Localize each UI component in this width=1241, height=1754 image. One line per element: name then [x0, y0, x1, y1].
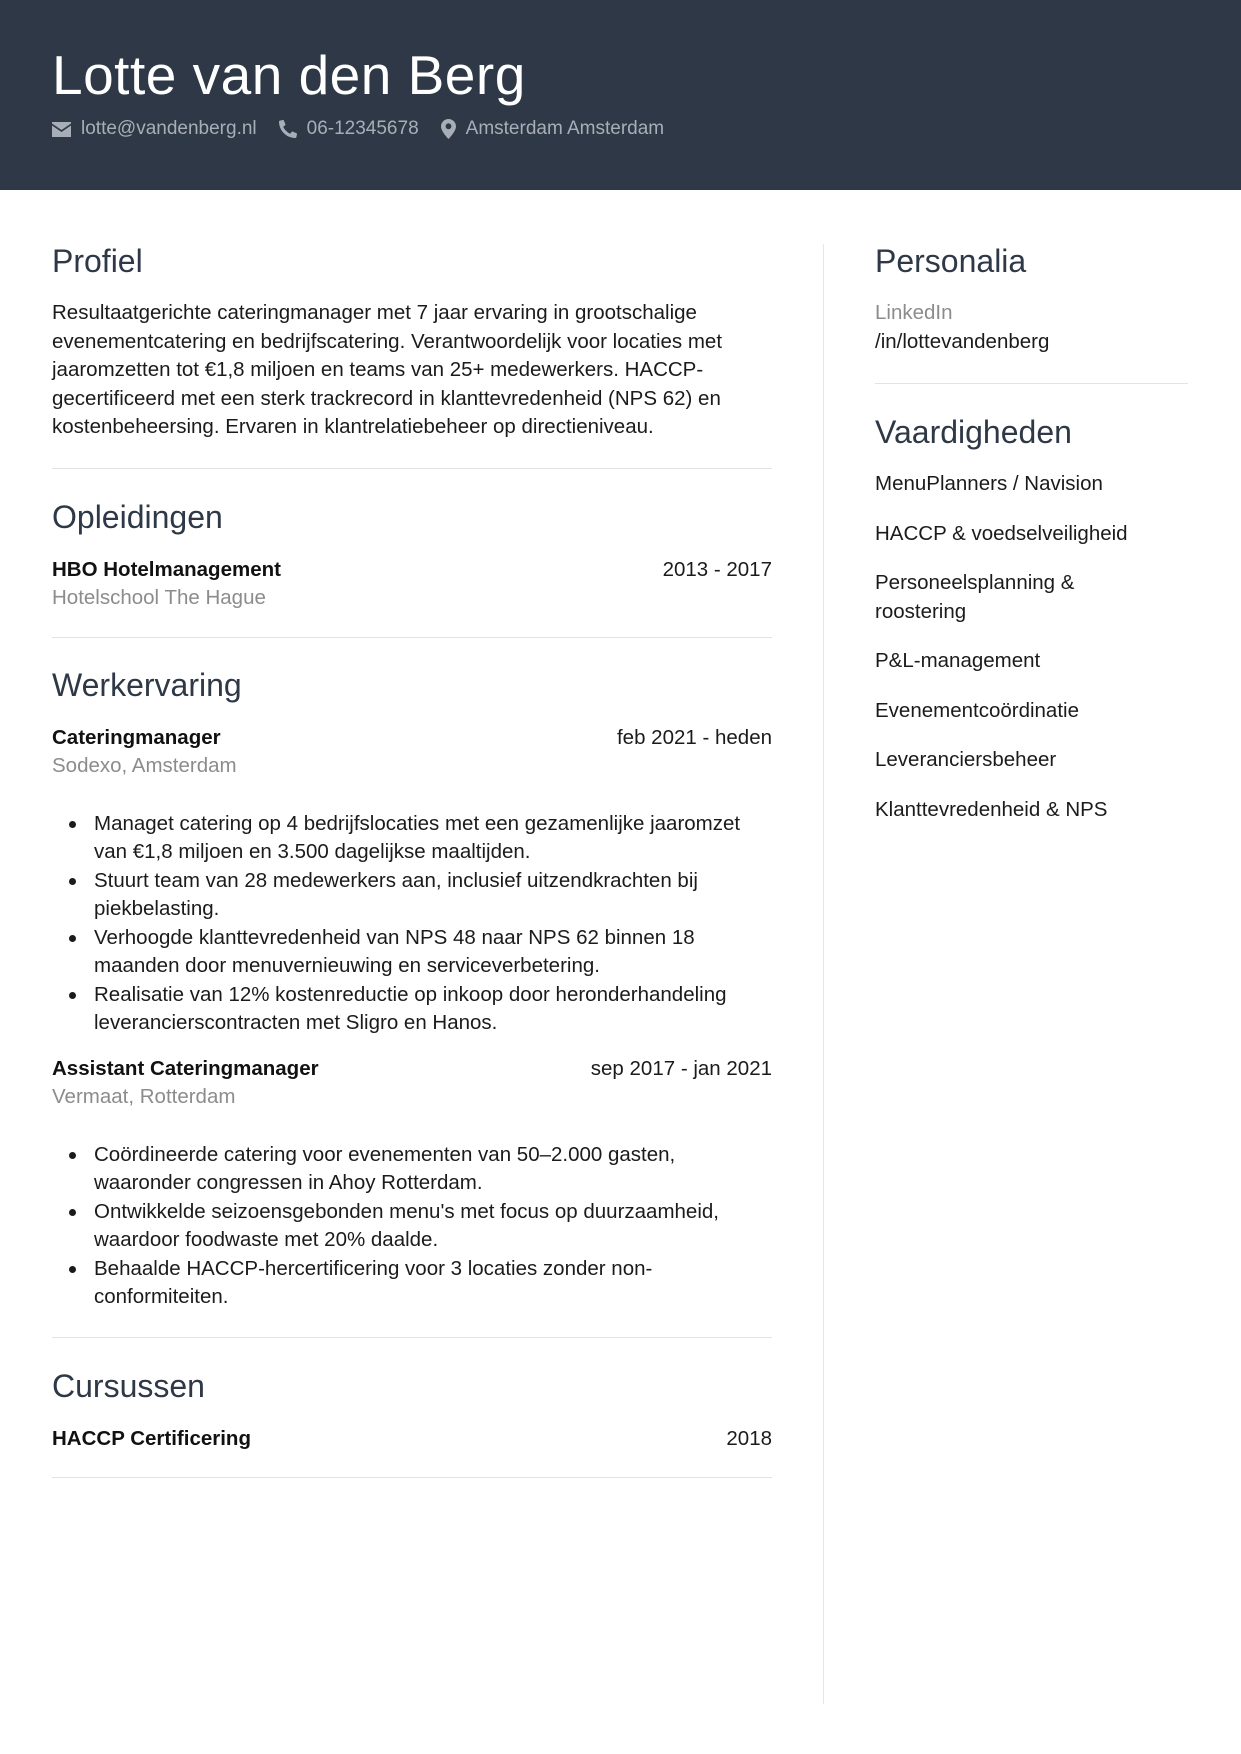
- contact-phone[interactable]: [279, 118, 419, 140]
- section-divider: [875, 383, 1188, 384]
- skill-item: MenuPlanners / Navision: [875, 472, 1103, 495]
- list-item: Behaalde HACCP-hercertificering voor 3 locaties zonder non-conformiteiten.: [52, 1255, 772, 1312]
- education-degree: HBO Hotelmanagement: [52, 557, 281, 581]
- profile-title: Profiel: [52, 243, 143, 279]
- list-item: Stuurt team van 28 medewerkers aan, inclusief uitzendkrachten bij piekbelasting.: [52, 867, 772, 924]
- resume-header: [0, 0, 1241, 190]
- courses-section: [52, 1365, 772, 1453]
- personal-section: [875, 240, 1188, 356]
- envelope-icon: [52, 122, 71, 137]
- column-divider: [823, 244, 824, 1704]
- section-divider: [52, 1477, 772, 1478]
- candidate-name: Lotte van den Berg: [52, 44, 526, 106]
- education-entry: [52, 556, 772, 612]
- contact-email[interactable]: [52, 118, 257, 140]
- personal-title: Personalia: [875, 243, 1027, 279]
- contact-location: [441, 118, 665, 140]
- experience-title: Werkervaring: [52, 666, 242, 703]
- job-role: Cateringmanager: [52, 725, 221, 749]
- skill-item: Evenementcoördinatie: [875, 698, 1079, 722]
- list-item: Coördineerde catering voor evenementen van 50–2.000 gasten, waaronder congressen in Ahoy Rotterdam.: [52, 1141, 772, 1198]
- skill-item: HACCP & voedselveiligheid: [875, 521, 1128, 545]
- job-company: Sodexo, Amsterdam: [52, 753, 237, 777]
- course-name: HACCP Certificering: [52, 1426, 251, 1450]
- experience-entry: [52, 1055, 772, 1312]
- map-pin-icon: [441, 119, 456, 139]
- job-role: Assistant Cateringmanager: [52, 1056, 319, 1080]
- skill-item: Leveranciersbeheer: [875, 748, 1057, 771]
- education-school: Hotelschool The Hague: [52, 585, 266, 609]
- list-item: Realisatie van 12% kostenreductie op inkoop door heronderhandeling leverancierscontracten met Sligro en Hanos.: [52, 981, 772, 1038]
- sidebar-column: [875, 240, 1188, 845]
- job-company: Vermaat, Rotterdam: [52, 1084, 236, 1108]
- profile-section: [52, 240, 772, 442]
- section-divider: [52, 1337, 772, 1338]
- courses-title: Cursussen: [52, 1367, 205, 1404]
- experience-entry: [52, 724, 772, 1038]
- list-item: Verhoogde klanttevredenheid van NPS 48 naar NPS 62 binnen 18 maanden door menuvernieuwing en serviceverbetering.: [52, 924, 772, 981]
- skill-item: P&L-management: [875, 649, 1041, 672]
- skills-title: Vaardigheden: [875, 414, 1072, 450]
- skills-section: [875, 411, 1188, 824]
- skill-item: Personeelsplanning & roostering: [875, 571, 1075, 623]
- education-section: [52, 496, 772, 612]
- course-year: 2018: [726, 1426, 772, 1450]
- profile-text: Resultaatgerichte cateringmanager met 7 jaar ervaring in grootschalige evenementcatering en bedrijfscatering. Verantwoordelijk voor locaties met jaaromzetten tot €1,8 miljoen en teams van 25+ medewerkers. HACCP-gecertificeerd met een sterk trackrecord in klanttevredenheid (NPS 62) en kostenbeheersing. Ervaren in klantrelatiebeheer op directieniveau.: [52, 301, 723, 438]
- linkedin-label: LinkedIn: [875, 301, 953, 324]
- contact-row: [52, 118, 686, 140]
- email-text: lotte@vandenberg.nl: [81, 118, 257, 139]
- phone-text: 06-12345678: [306, 118, 419, 139]
- location-text: Amsterdam Amsterdam: [465, 118, 665, 139]
- section-divider: [52, 637, 772, 638]
- skill-item: Klanttevredenheid & NPS: [875, 797, 1108, 821]
- job-bullets: [52, 810, 772, 1038]
- education-dates: 2013 - 2017: [662, 557, 772, 581]
- phone-icon: [279, 120, 297, 138]
- education-title: Opleidingen: [52, 498, 223, 535]
- job-dates: sep 2017 - jan 2021: [590, 1056, 772, 1080]
- list-item: Ontwikkelde seizoensgebonden menu's met focus op duurzaamheid, waardoor foodwaste met 20% daalde.: [52, 1198, 772, 1255]
- job-bullets: [52, 1141, 772, 1312]
- course-entry: [52, 1425, 772, 1453]
- skills-list: [875, 470, 1188, 824]
- section-divider: [52, 468, 772, 469]
- experience-section: [52, 664, 772, 1312]
- main-column: [52, 240, 772, 1478]
- job-dates: feb 2021 - heden: [616, 725, 772, 749]
- list-item: Managet catering op 4 bedrijfslocaties met een gezamenlijke jaaromzet van €1,8 miljoen en 3.500 dagelijkse maaltijden.: [52, 810, 772, 867]
- linkedin-value[interactable]: /in/lottevandenberg: [875, 329, 1050, 353]
